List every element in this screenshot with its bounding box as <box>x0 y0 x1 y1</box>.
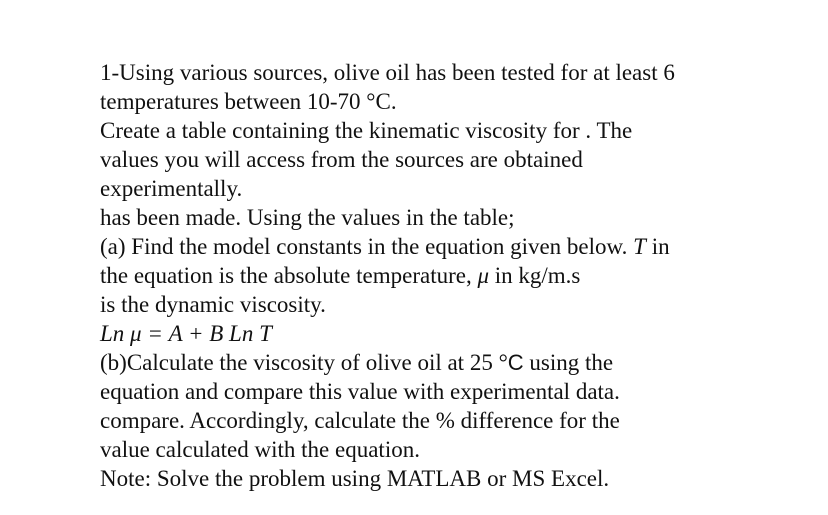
part-a-line-3: is the dynamic viscosity. <box>100 292 326 317</box>
part-a-text-2: the equation is the absolute temperature, <box>100 263 478 288</box>
part-a-text-end: in <box>645 234 670 259</box>
question-1-line-6: has been made. Using the values in the table; <box>100 205 515 230</box>
model-equation: Ln μ = A + B Ln T <box>100 321 272 346</box>
part-b-line-3: compare. Accordingly, calculate the % difference for the <box>100 408 620 433</box>
question-1-line-4: values you will access from the sources are obtained <box>100 147 583 172</box>
part-a-line-1 <box>100 232 800 261</box>
part-a-text: (a) Find the model constants in the equation given below. <box>100 234 634 259</box>
celsius-c: C <box>507 350 524 375</box>
temperature-symbol: T <box>633 234 646 259</box>
question-1-line-3: Create a table containing the kinematic viscosity for . The <box>100 118 633 143</box>
question-1-line-1: 1-Using various sources, olive oil has been tested for at least 6 <box>100 60 675 85</box>
question-document <box>100 58 800 493</box>
part-b-text-end: using the <box>523 350 614 375</box>
part-a-line-2 <box>100 261 800 290</box>
mu-symbol: μ <box>477 263 490 288</box>
part-b-line-2: equation and compare this value with experimental data. <box>100 379 620 404</box>
part-b-line-1 <box>100 348 800 377</box>
part-a-units: in kg/m.s <box>489 263 581 288</box>
question-1-line-2: temperatures between 10-70 °C. <box>100 89 397 114</box>
part-b-line-4: value calculated with the equation. <box>100 437 420 462</box>
question-1-line-5: experimentally. <box>100 176 243 201</box>
note-line: Note: Solve the problem using MATLAB or MS Excel. <box>100 466 610 491</box>
part-b-text: (b)Calculate the viscosity of olive oil at 25 ° <box>100 350 508 375</box>
